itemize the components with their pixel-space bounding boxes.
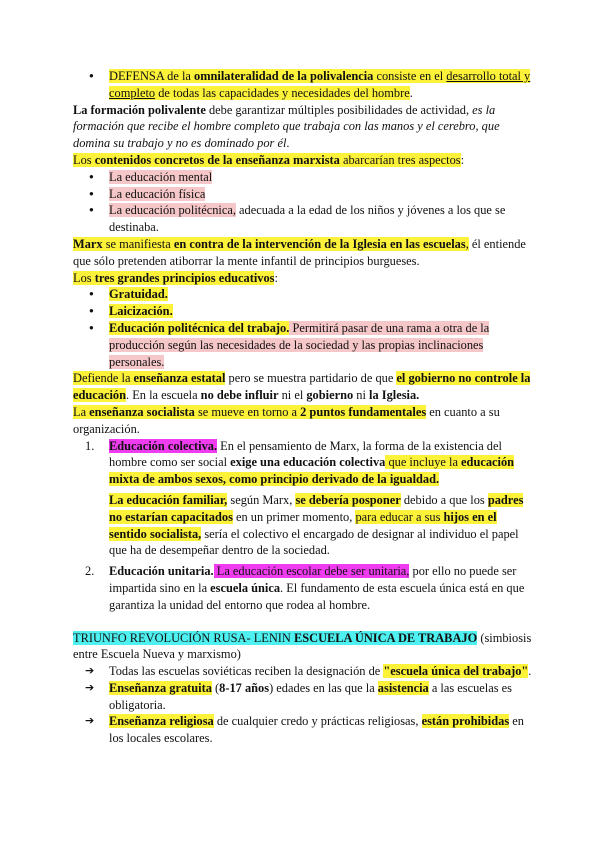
arrow-icon: ➔ <box>85 664 95 678</box>
numbered-list-puntos <box>73 438 533 614</box>
list-item: 1. Educación colectiva. En el pensamiento de Marx, la forma de la existencia del hombre como ser social exige una educación colectiva que incluye la educación mixta de ambos sexos, como principio derivado de la igualdad. La educación familiar, según Marx, se debería posponer debido a que los padres no estarían capacitados en un primer momento, para educar a sus hijos en el sentido socialista, sería el colectivo el encargado de designar al individuo el papel que ha de desempeñar dentro de la sociedad. <box>73 438 533 560</box>
bullet-list-defensa <box>73 68 533 102</box>
list-item: ● La educación politécnica, adecuada a la edad de los niños y jóvenes a los que se destinaba. <box>73 202 533 236</box>
list-item: ➔ Todas las escuelas soviéticas reciben la designación de "escuela única del trabajo". <box>85 664 532 679</box>
paragraph-marx-iglesia: Marx se manifiesta en contra de la intervención de la Iglesia en las escuelas, él entiende que sólo pretenden atiborrar la mente infantil de principios burgueses. <box>73 236 526 268</box>
list-item: ● La educación física <box>73 186 533 203</box>
bullet-list-aspectos <box>73 169 533 236</box>
arrow-icon: ➔ <box>85 714 95 728</box>
document-page <box>73 68 533 747</box>
bullet-list-principios <box>73 286 533 370</box>
subparagraph-educacion-familiar: La educación familiar, según Marx, se debería posponer debido a que los padres no estarían capacitados en un primer momento, para educar a sus hijos en el sentido socialista, sería el colectivo el encargado de designar al individuo el papel que ha de desempeñar dentro de la sociedad. <box>109 492 524 558</box>
list-item: 2. Educación unitaria. La educación escolar debe ser unitaria, por ello no puede ser impartida sino en la escuela única. El fundamento de esta escuela única está en que garantiza la unidad del entorno que rodea al hombre. <box>85 564 525 612</box>
list-item: ● Educación politécnica del trabajo. Permitirá pasar de una rama a otra de la producción según las necesidades de la sociedad y las propias inclinaciones personales. <box>73 320 533 370</box>
list-number: 1. <box>85 438 95 453</box>
paragraph-ensenanza-estatal: Defiende la enseñanza estatal pero se muestra partidario de que el gobierno no controle la educación. En la escuela no debe influir ni el gobierno ni la Iglesia. <box>73 371 531 403</box>
paragraph-principios: Los tres grandes principios educativos: <box>73 270 278 285</box>
arrow-icon: ➔ <box>85 680 95 694</box>
paragraph-contenidos: Los contenidos concretos de la enseñanza marxista abarcarían tres aspectos: <box>73 152 465 167</box>
list-item: ● Laicización. <box>73 303 533 320</box>
list-item: ● DEFENSA de la omnilateralidad de la polivalencia consiste en el desarrollo total y completo de todas las capacidades y necesidades del hombre. <box>73 68 533 102</box>
arrow-list-escuela-unica <box>73 663 533 747</box>
paragraph-triunfo-revolucion: TRIUNFO REVOLUCIÓN RUSA- LENIN ESCUELA ÚNICA DE TRABAJO (simbiosis entre Escuela Nueva y marxismo) <box>73 630 532 662</box>
list-number: 2. <box>85 564 95 579</box>
list-item: ● La educación mental <box>73 169 533 186</box>
list-item: ➔ Enseñanza religiosa de cualquier credo y prácticas religiosas, están prohibidas en los locales escolares. <box>85 714 524 746</box>
list-item: ➔ Enseñanza gratuita (8-17 años) edades en las que la asistencia a las escuelas es obligatoria. <box>85 680 512 712</box>
paragraph-ensenanza-socialista: La enseñanza socialista se mueve en torno a 2 puntos fundamentales en cuanto a su organización. <box>73 404 500 436</box>
list-item: ● Gratuidad. <box>73 286 533 303</box>
paragraph-formacion-polivalente: La formación polivalente debe garantizar múltiples posibilidades de actividad, es la formación que recibe el hombre completo que trabaja con las manos y el cerebro, que domina su trabajo y no es dominado por él. <box>73 102 500 151</box>
